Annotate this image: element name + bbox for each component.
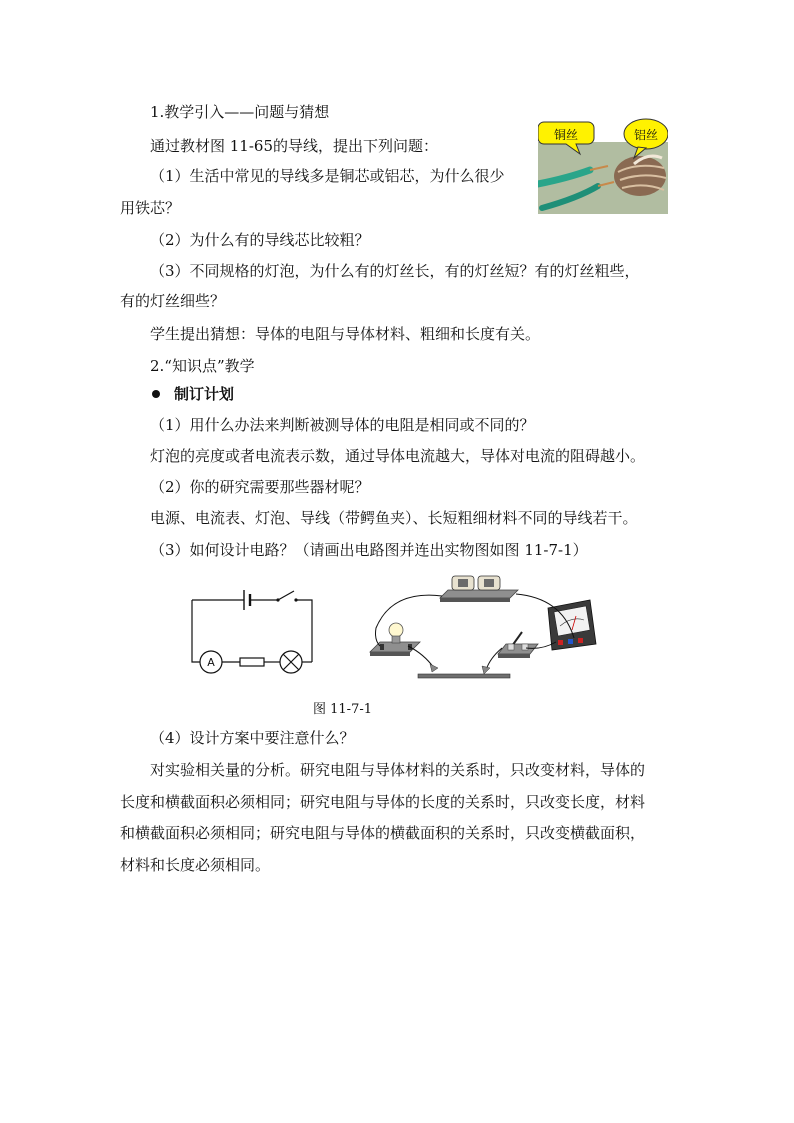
wire-photo [538,112,668,214]
lamp-symbol [280,651,302,673]
battery-board [440,576,518,602]
plan-answer-4-line-2: 长度和横截面积必须相同；研究电阻与导体的长度的关系时，只改变长度，材料 [120,793,646,811]
ammeter-label: A [207,656,215,669]
question-2: （2）为什么有的导线芯比较粗？ [150,231,370,249]
question-1-line-2: 用铁芯？ [120,199,181,217]
plan-question-3: （3）如何设计电路？（请画出电路图并连出实物图如图 11-7-1） [150,541,588,559]
question-1-line-1: （1）生活中常见的导线多是铜芯或铝芯，为什么很少 [150,167,505,185]
plan-question-2: （2）你的研究需要那些器材呢？ [150,478,370,496]
plan-question-4: （4）设计方案中要注意什么？ [150,729,355,747]
heading-intro: 1.教学引入——问题与猜想 [150,103,330,121]
plan-answer-4-line-4: 材料和长度必须相同。 [120,856,271,874]
resistor [240,658,264,666]
plan-answer-4-line-3: 和横截面积必须相同；研究电阻与导体的横截面积的关系时，只改变横截面积， [120,824,646,842]
bullet-plan [152,384,234,404]
question-3-line-2: 有的灯丝细些？ [120,292,226,310]
bullet-dot [152,390,160,398]
apparatus-drawing [362,568,602,684]
aluminum-label: 铝丝 [633,128,659,142]
plan-question-1: （1）用什么办法来判断被测导体的电阻是相同或不同的？ [150,416,535,434]
student-guess: 学生提出猜想：导体的电阻与导体材料、粗细和长度有关。 [150,325,541,343]
switch-board [498,632,538,658]
copper-label: 铜丝 [553,128,579,142]
question-3-line-1: （3）不同规格的灯泡，为什么有的灯丝长，有的灯丝短？有的灯丝粗些， [150,262,640,280]
heading-knowledge: 2.“知识点”教学 [150,357,255,375]
intro-paragraph: 通过教材图 11-65的导线，提出下列问题： [150,137,439,155]
figure-caption: 图 11-7-1 [313,702,373,717]
switch-blade [278,591,294,600]
bullet-plan-label: 制订计划 [174,385,235,403]
ammeter-symbol [200,651,222,673]
plan-answer-2: 电源、电流表、灯泡、导线（带鳄鱼夹）、长短粗细材料不同的导线若干。 [150,509,638,527]
plan-answer-4-line-1: 对实验相关量的分析。研究电阻与导体材料的关系时，只改变材料，导体的 [150,761,646,779]
lamp-board [370,623,420,656]
circuit-diagram [186,582,318,674]
plan-answer-1: 灯泡的亮度或者电流表示数，通过导体电流越大，导体对电流的阻碍越小。 [150,447,646,465]
test-conductor [418,674,510,678]
